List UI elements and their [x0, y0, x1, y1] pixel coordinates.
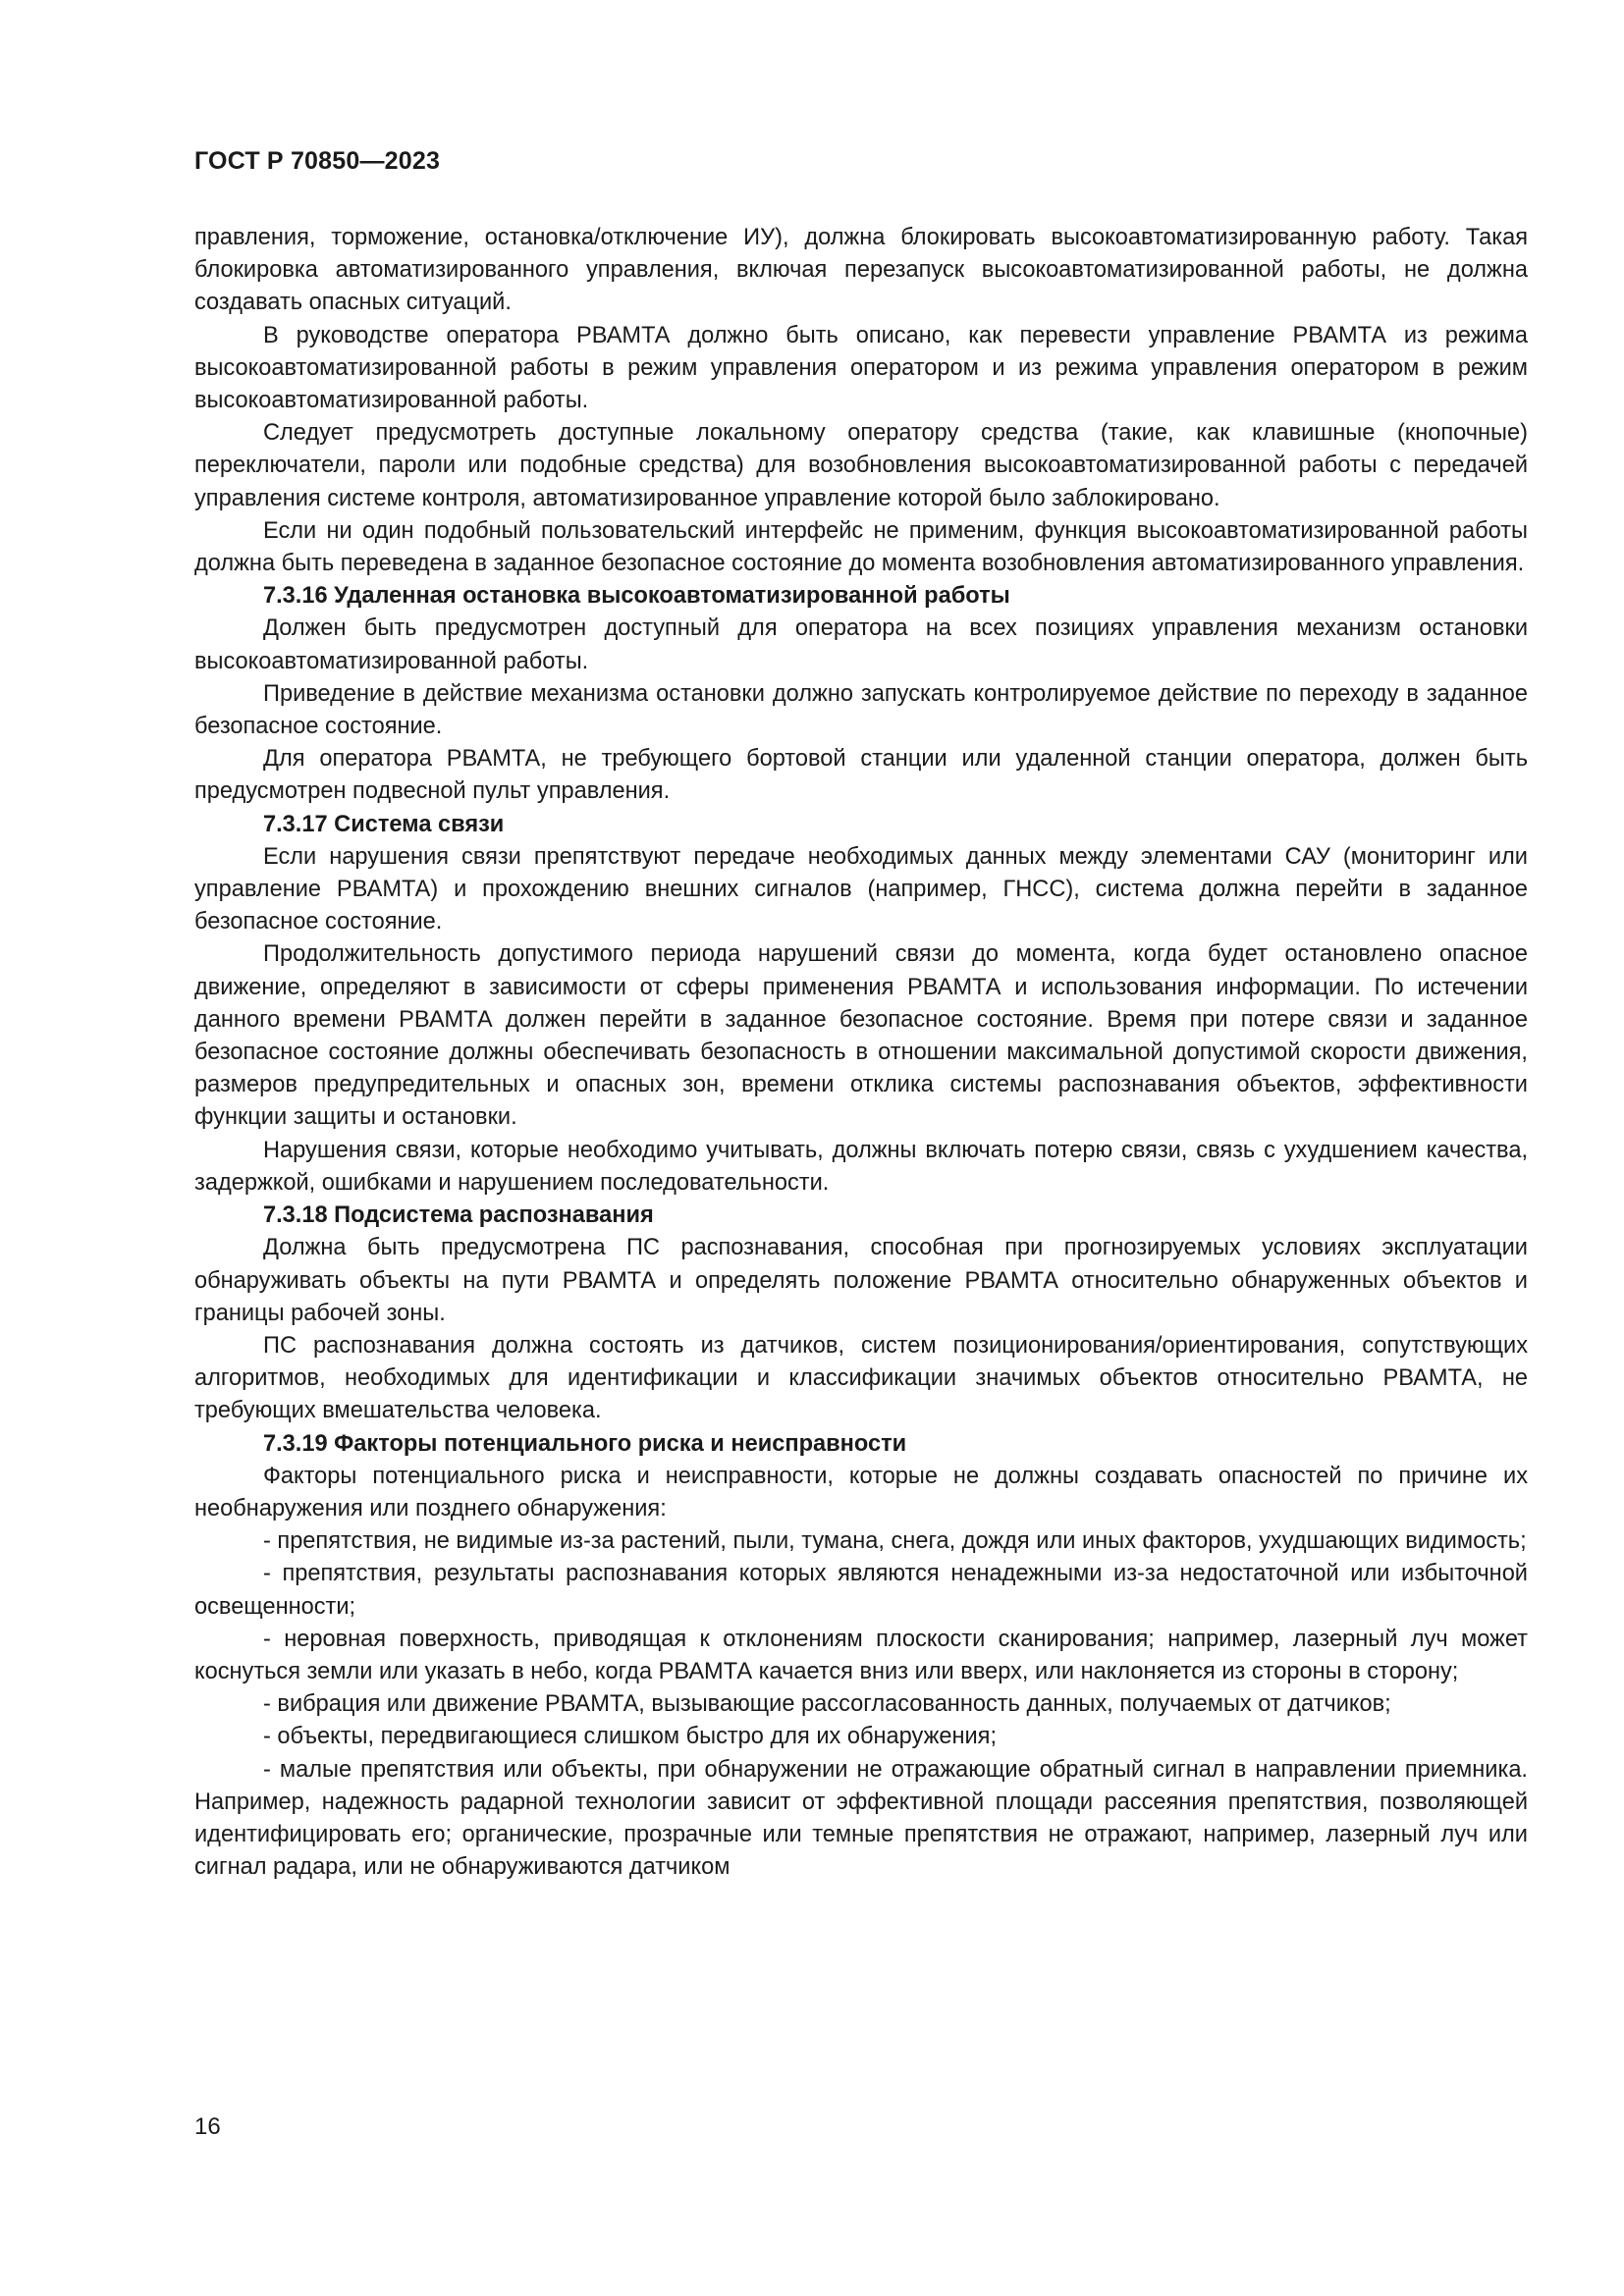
- paragraph: Должен быть предусмотрен доступный для оператора на всех позициях управления механизм остановки высокоавтоматизированной работы.: [194, 615, 1528, 674]
- document-header: ГОСТ Р 70850—2023: [194, 147, 441, 175]
- paragraph: Факторы потенциального риска и неисправности, которые не должны создавать опасностей по причине их необнаружения или позднего обнаружения:: [194, 1463, 1528, 1522]
- section-heading: 7.3.18 Подсистема распознавания: [263, 1202, 654, 1229]
- section-heading: 7.3.17 Система связи: [263, 811, 505, 837]
- list-item: - неровная поверхность, приводящая к отклонениям плоскости сканирования; например, лазерный луч может коснуться земли или указать в небо, когда РВАМТА качается вниз или вверх, или наклоняется из стороны в сторону;: [194, 1626, 1528, 1684]
- section-heading: 7.3.16 Удаленная остановка высокоавтоматизированной работы: [263, 583, 1010, 610]
- paragraph: Должна быть предусмотрена ПС распознавания, способная при прогнозируемых условиях эксплуатации обнаруживать объекты на пути РВАМТА и определять положение РВАМТА относительно обнаруженных объектов и границы рабочей зоны.: [194, 1235, 1528, 1326]
- paragraph: В руководстве оператора РВАМТА должно быть описано, как перевести управление РВАМТА из режима высокоавтоматизированной работы в режим управления оператором и из режима управления оператором в режим высокоавтоматизированной работы.: [194, 322, 1528, 414]
- list-item: - объекты, передвигающиеся слишком быстро для их обнаружения;: [263, 1724, 998, 1750]
- page-number: 16: [194, 2113, 221, 2140]
- paragraph: Продолжительность допустимого периода нарушений связи до момента, когда будет остановлено опасное движение, определяют в зависимости от сферы применения РВАМТА и использования информации. По истечении данного времени РВАМТА должен перейти в заданное безопасное состояние. Время при потере связи и заданное безопасное состояние должны обеспечивать безопасность в отношении максимальной допустимой скорости движения, размеров предупредительных и опасных зон, времени отклика системы распознавания объектов, эффективности функции защиты и остановки.: [194, 941, 1528, 1131]
- paragraph: Если нарушения связи препятствуют передаче необходимых данных между элементами САУ (мониторинг или управление РВАМТА) и прохождению внешних сигналов (например, ГНСС), система должна перейти в заданное безопасное состояние.: [194, 843, 1528, 935]
- list-item: - вибрация или движение РВАМТА, вызывающие рассогласованность данных, получаемых от датчиков;: [263, 1691, 1391, 1718]
- document-body: [194, 222, 1528, 1884]
- list-item: - препятствия, не видимые из-за растений, пыли, тумана, снега, дождя или иных факторов, ухудшающих видимость;: [263, 1528, 1527, 1555]
- paragraph: ПС распознавания должна состоять из датчиков, систем позиционирования/ориентирования, сопутствующих алгоритмов, необходимых для идентификации и классификации значимых объектов относительно РВАМТА, не требующих вмешательства человека.: [194, 1332, 1528, 1424]
- list-item: - препятствия, результаты распознавания которых являются ненадежными из-за недостаточной или избыточной освещенности;: [194, 1561, 1528, 1620]
- paragraph: Для оператора РВАМТА, не требующего бортовой станции или удаленной станции оператора, должен быть предусмотрен подвесной пульт управления.: [194, 746, 1528, 805]
- paragraph: Нарушения связи, которые необходимо учитывать, должны включать потерю связи, связь с ухудшением качества, задержкой, ошибками и нарушением последовательности.: [194, 1137, 1528, 1196]
- paragraph: Приведение в действие механизма остановки должно запускать контролируемое действие по переходу в заданное безопасное состояние.: [194, 680, 1528, 740]
- list-item: - малые препятствия или объекты, при обнаружении не отражающие обратный сигнал в направлении приемника. Например, надежность радарной технологии зависит от эффективной площади рассеяния препятствия, позволяющей идентифицировать его; органические, прозрачные или темные препятствия не отражают, например, лазерный луч или сигнал радара, или не обнаруживаются датчиком: [194, 1756, 1528, 1881]
- section-heading: 7.3.19 Факторы потенциального риска и неисправности: [263, 1430, 907, 1457]
- paragraph: Если ни один подобный пользовательский интерфейс не применим, функция высокоавтоматизированной работы должна быть переведена в заданное безопасное состояние до момента возобновления автоматизированного управления.: [194, 517, 1528, 577]
- paragraph: правления, торможение, остановка/отключение ИУ), должна блокировать высокоавтоматизированную работу. Такая блокировка автоматизированного управления, включая перезапуск высокоавтоматизированной работы, не должна создавать опасных ситуаций.: [194, 225, 1528, 316]
- paragraph: Следует предусмотреть доступные локальному оператору средства (такие, как клавишные (кнопочные) переключатели, пароли или подобные средства) для возобновления высокоавтоматизированной работы с передачей управления системе контроля, автоматизированное управление которой было заблокировано.: [194, 420, 1528, 511]
